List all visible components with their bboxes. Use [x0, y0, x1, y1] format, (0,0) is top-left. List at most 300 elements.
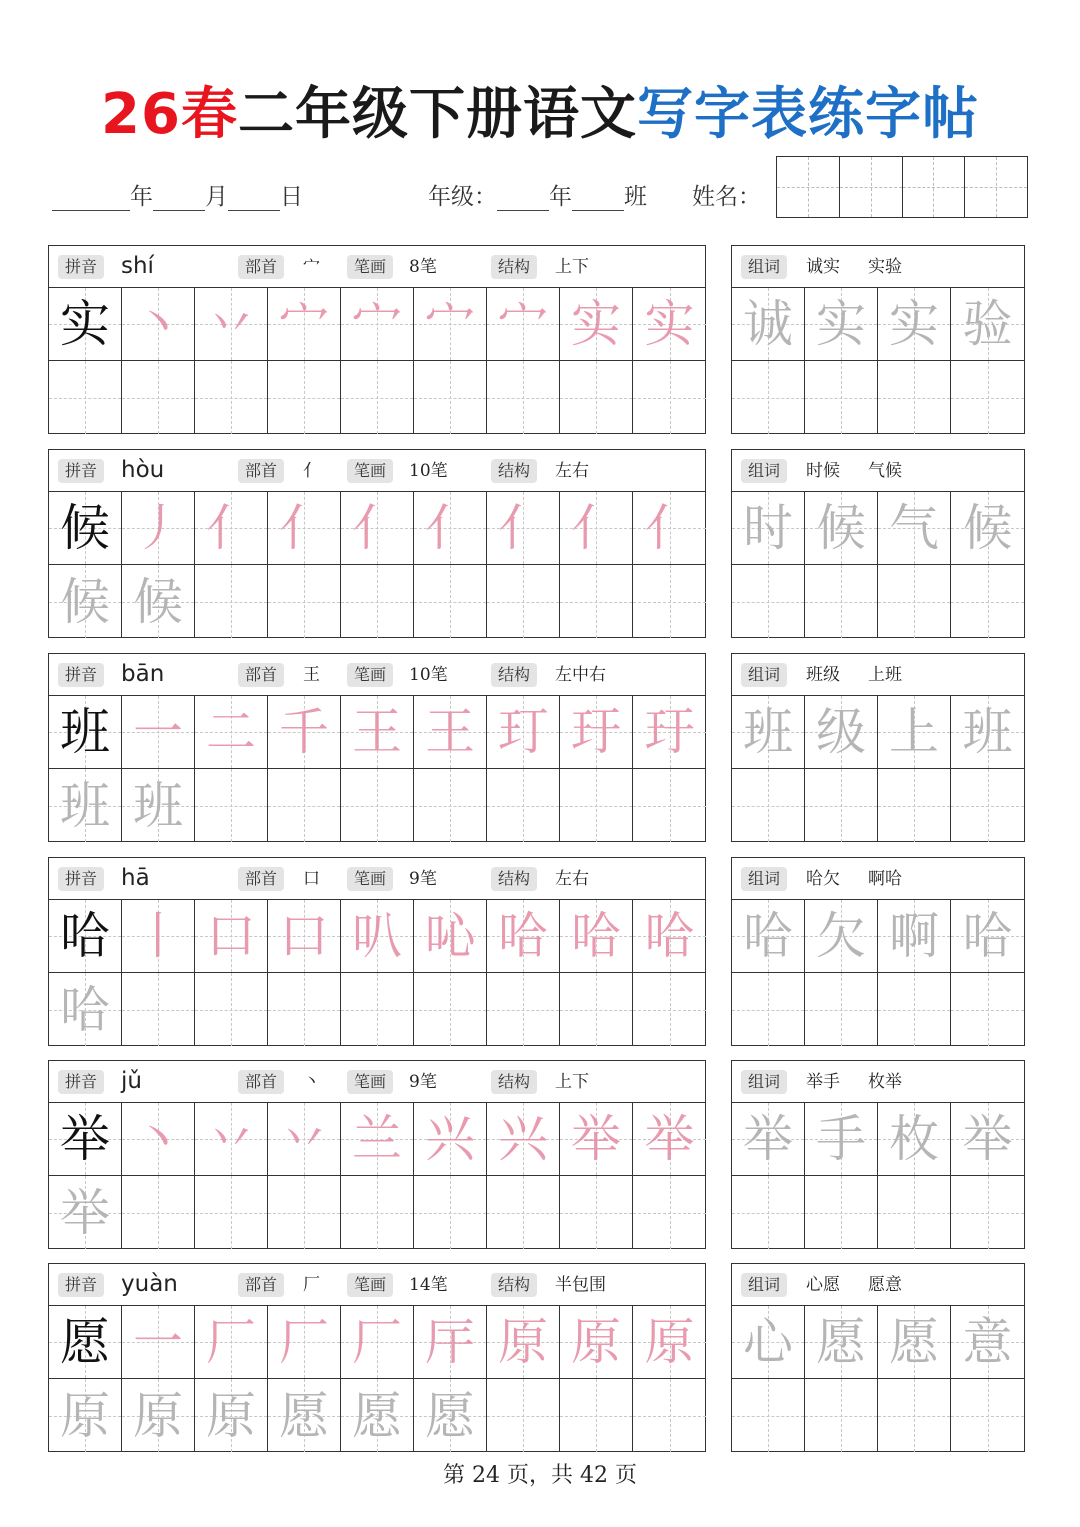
- structure-value: 半包围: [555, 1275, 606, 1295]
- practice-cell[interactable]: [268, 769, 341, 842]
- stroke-cell[interactable]: [633, 288, 706, 361]
- word-trace-char: 班: [743, 703, 793, 761]
- stroke-cell[interactable]: [122, 288, 195, 361]
- practice-cell[interactable]: [195, 361, 268, 434]
- model-char: 实: [60, 295, 110, 353]
- trace-char: 哈: [60, 980, 110, 1039]
- stroke-cell[interactable]: [268, 1103, 341, 1176]
- stroke-cell[interactable]: [487, 1306, 560, 1379]
- practice-cell[interactable]: [487, 973, 560, 1046]
- radical-value: 宀: [303, 257, 320, 277]
- stroke-cell[interactable]: [195, 1306, 268, 1379]
- words-card: [731, 449, 1025, 638]
- stroke-cell[interactable]: [633, 1306, 706, 1379]
- word-trace-cell[interactable]: [805, 492, 878, 565]
- radical-tag: 部首: [238, 1273, 284, 1297]
- word-practice-cell[interactable]: [951, 361, 1024, 434]
- stroke-cell[interactable]: [487, 492, 560, 565]
- stroke-cell[interactable]: [341, 492, 414, 565]
- grade-label: 年级：: [428, 184, 497, 210]
- word-practice-cell[interactable]: [951, 1379, 1024, 1452]
- word-trace-cell[interactable]: [951, 492, 1024, 565]
- trace-cell[interactable]: [122, 1379, 195, 1452]
- practice-grid: [49, 1103, 706, 1249]
- words-tag: 组词: [741, 867, 787, 891]
- word-practice-cell[interactable]: [732, 1379, 805, 1452]
- word-trace-char: 愿: [889, 1313, 939, 1371]
- words-header: [732, 1061, 1024, 1103]
- words-tag: 组词: [741, 459, 787, 483]
- name-box[interactable]: [776, 156, 1028, 218]
- pinyin-value: hòu: [121, 457, 165, 483]
- char-card: [48, 857, 706, 1046]
- trace-cell[interactable]: [49, 565, 122, 638]
- model-cell[interactable]: [49, 288, 122, 361]
- card-header: [49, 858, 705, 900]
- word-practice-cell[interactable]: [805, 1176, 878, 1249]
- word-trace-char: 验: [962, 295, 1013, 353]
- words-header: [732, 450, 1024, 492]
- word-1: 诚实: [806, 257, 840, 277]
- trace-cell[interactable]: [49, 1379, 122, 1452]
- word-practice-cell[interactable]: [878, 1176, 951, 1249]
- trace-cell[interactable]: [195, 1379, 268, 1452]
- stroke-cell[interactable]: [341, 900, 414, 973]
- word-trace-char: 欠: [816, 907, 866, 965]
- stroke-step: 厂: [206, 1313, 256, 1371]
- radical-tag: 部首: [238, 459, 284, 483]
- practice-cell[interactable]: [122, 1176, 195, 1249]
- stroke-cell[interactable]: [560, 900, 633, 973]
- stroke-cell[interactable]: [268, 492, 341, 565]
- stroke-step: 千: [279, 703, 329, 761]
- practice-cell[interactable]: [195, 565, 268, 638]
- word-trace-char: 班: [962, 703, 1013, 761]
- stroke-step: 原: [571, 1313, 621, 1371]
- word-trace-char: 枚: [889, 1110, 939, 1168]
- structure-value: 上下: [555, 257, 589, 277]
- stroke-cell[interactable]: [341, 288, 414, 361]
- words-header: [732, 858, 1024, 900]
- stroke-step: 原: [644, 1313, 695, 1371]
- practice-cell[interactable]: [633, 973, 706, 1046]
- words-grid: [732, 288, 1024, 434]
- words-card: [731, 653, 1025, 842]
- word-trace-cell[interactable]: [805, 1103, 878, 1176]
- model-cell[interactable]: [49, 900, 122, 973]
- card-header: [49, 654, 705, 696]
- stroke-cell[interactable]: [633, 1103, 706, 1176]
- stroke-cell[interactable]: [560, 492, 633, 565]
- stroke-step: 宀: [279, 295, 329, 353]
- stroke-cell[interactable]: [560, 696, 633, 769]
- practice-cell[interactable]: [122, 361, 195, 434]
- stroke-cell[interactable]: [268, 696, 341, 769]
- stroke-step: 亻: [352, 499, 402, 557]
- word-trace-cell[interactable]: [951, 1103, 1024, 1176]
- structure-tag: 结构: [491, 459, 537, 483]
- stroke-step: 玗: [571, 703, 621, 761]
- word-trace-cell[interactable]: [878, 288, 951, 361]
- trace-cell[interactable]: [49, 973, 122, 1046]
- date-line: [52, 178, 303, 211]
- practice-grid: [49, 288, 706, 434]
- stroke-cell[interactable]: [195, 288, 268, 361]
- radical-tag: 部首: [238, 1070, 284, 1094]
- word-practice-cell[interactable]: [878, 361, 951, 434]
- words-tag: 组词: [741, 255, 787, 279]
- trace-cell[interactable]: [122, 565, 195, 638]
- word-trace-cell[interactable]: [805, 900, 878, 973]
- trace-char: 班: [133, 776, 183, 835]
- word-practice-cell[interactable]: [732, 565, 805, 638]
- word-trace-char: 举: [743, 1110, 793, 1168]
- word-practice-cell[interactable]: [732, 361, 805, 434]
- stroke-cell[interactable]: [560, 1103, 633, 1176]
- stroke-cell[interactable]: [122, 696, 195, 769]
- word-trace-cell[interactable]: [951, 288, 1024, 361]
- stroke-cell[interactable]: [487, 900, 560, 973]
- stroke-cell[interactable]: [122, 900, 195, 973]
- word-trace-char: 意: [962, 1313, 1013, 1371]
- stroke-cell[interactable]: [414, 900, 487, 973]
- stroke-step: 原: [498, 1313, 548, 1371]
- stroke-step: 一: [133, 703, 183, 761]
- word-practice-cell[interactable]: [878, 1379, 951, 1452]
- stroke-step: 丷: [206, 295, 256, 353]
- grade-line: [428, 178, 647, 211]
- practice-cell[interactable]: [487, 1176, 560, 1249]
- word-practice-cell[interactable]: [878, 565, 951, 638]
- word-practice-cell[interactable]: [951, 769, 1024, 842]
- grade-class-label: 班: [624, 184, 647, 210]
- stroke-step: 王: [352, 703, 402, 761]
- stroke-step: 口: [279, 907, 329, 965]
- word-trace-cell[interactable]: [878, 1306, 951, 1379]
- word-trace-cell[interactable]: [732, 900, 805, 973]
- stroke-cell[interactable]: [487, 288, 560, 361]
- card-header: [49, 1061, 705, 1103]
- radical-value: 亻: [303, 461, 320, 481]
- page-footer: 第 24 页，共 42 页: [443, 1463, 637, 1488]
- practice-cell[interactable]: [487, 769, 560, 842]
- stroke-cell[interactable]: [195, 1103, 268, 1176]
- practice-cell[interactable]: [122, 973, 195, 1046]
- practice-cell[interactable]: [414, 769, 487, 842]
- words-card: [731, 857, 1025, 1046]
- stroke-step: 玎: [498, 703, 548, 761]
- stroke-step: 亻: [279, 499, 329, 557]
- trace-char: 候: [60, 572, 110, 631]
- practice-cell[interactable]: [560, 565, 633, 638]
- practice-cell[interactable]: [341, 361, 414, 434]
- model-char: 哈: [60, 907, 110, 965]
- stroke-step: 一: [133, 1313, 183, 1371]
- word-practice-cell[interactable]: [732, 1176, 805, 1249]
- pinyin-tag: 拼音: [58, 459, 104, 483]
- practice-cell[interactable]: [268, 361, 341, 434]
- stroke-step: 兰: [352, 1110, 402, 1168]
- pinyin-value: hā: [121, 865, 150, 891]
- word-trace-char: 诚: [743, 295, 793, 353]
- stroke-cell[interactable]: [268, 900, 341, 973]
- day-blank[interactable]: [228, 186, 280, 211]
- model-cell[interactable]: [49, 696, 122, 769]
- practice-cell[interactable]: [487, 1379, 560, 1452]
- practice-cell[interactable]: [560, 1379, 633, 1452]
- pinyin-value: jǔ: [121, 1068, 142, 1094]
- trace-cell[interactable]: [122, 769, 195, 842]
- model-cell[interactable]: [49, 492, 122, 565]
- strokes-value: 10笔: [409, 461, 448, 481]
- word-trace-char: 啊: [889, 907, 939, 965]
- word-practice-cell[interactable]: [732, 973, 805, 1046]
- practice-cell[interactable]: [414, 565, 487, 638]
- word-trace-cell[interactable]: [878, 492, 951, 565]
- pinyin-tag: 拼音: [58, 1070, 104, 1094]
- practice-cell[interactable]: [633, 1176, 706, 1249]
- stroke-cell[interactable]: [487, 1103, 560, 1176]
- practice-cell[interactable]: [341, 1176, 414, 1249]
- stroke-step: 实: [644, 295, 695, 353]
- stroke-step: 玗: [644, 703, 695, 761]
- structure-value: 左中右: [555, 665, 606, 685]
- word-practice-cell[interactable]: [951, 1176, 1024, 1249]
- radical-value: 厂: [303, 1275, 320, 1295]
- stroke-step: 举: [644, 1110, 695, 1168]
- strokes-value: 10笔: [409, 665, 448, 685]
- words-tag: 组词: [741, 663, 787, 687]
- words-header: [732, 1264, 1024, 1306]
- grade-year-label: 年: [549, 184, 572, 210]
- stroke-step: 丿: [133, 499, 183, 557]
- practice-cell[interactable]: [195, 973, 268, 1046]
- practice-cell[interactable]: [195, 769, 268, 842]
- stroke-step: 兴: [425, 1110, 475, 1168]
- word-practice-cell[interactable]: [732, 769, 805, 842]
- strokes-tag: 笔画: [347, 459, 393, 483]
- stroke-cell[interactable]: [414, 288, 487, 361]
- stroke-cell[interactable]: [414, 1306, 487, 1379]
- word-trace-cell[interactable]: [805, 1306, 878, 1379]
- word-practice-cell[interactable]: [878, 769, 951, 842]
- char-card: [48, 653, 706, 842]
- stroke-step: 亻: [498, 499, 548, 557]
- char-card: [48, 1060, 706, 1249]
- pinyin-tag: 拼音: [58, 255, 104, 279]
- word-trace-cell[interactable]: [878, 1103, 951, 1176]
- char-card: [48, 1263, 706, 1452]
- stroke-step: 亻: [571, 499, 621, 557]
- pinyin-value: bān: [121, 661, 165, 687]
- stroke-step: 举: [571, 1110, 621, 1168]
- card-header: [49, 246, 705, 288]
- practice-cell[interactable]: [487, 565, 560, 638]
- pinyin-value: yuàn: [121, 1271, 178, 1297]
- stroke-cell[interactable]: [195, 492, 268, 565]
- grade-year-blank[interactable]: [497, 186, 549, 211]
- word-trace-char: 哈: [962, 907, 1013, 965]
- practice-cell[interactable]: [414, 361, 487, 434]
- structure-value: 左右: [555, 461, 589, 481]
- model-char: 候: [60, 499, 110, 557]
- structure-tag: 结构: [491, 255, 537, 279]
- year-blank[interactable]: [52, 186, 130, 211]
- stroke-step: 厂: [279, 1313, 329, 1371]
- stroke-cell[interactable]: [268, 288, 341, 361]
- word-practice-cell[interactable]: [805, 361, 878, 434]
- word-trace-cell[interactable]: [951, 696, 1024, 769]
- radical-tag: 部首: [238, 867, 284, 891]
- practice-cell[interactable]: [633, 769, 706, 842]
- practice-cell[interactable]: [560, 1176, 633, 1249]
- word-practice-cell[interactable]: [878, 973, 951, 1046]
- pinyin-tag: 拼音: [58, 1273, 104, 1297]
- word-1: 举手: [806, 1072, 840, 1092]
- stroke-cell[interactable]: [268, 1306, 341, 1379]
- practice-cell[interactable]: [633, 1379, 706, 1452]
- stroke-step: 兴: [498, 1110, 548, 1168]
- stroke-cell[interactable]: [122, 492, 195, 565]
- model-cell[interactable]: [49, 1306, 122, 1379]
- word-trace-cell[interactable]: [878, 900, 951, 973]
- practice-cell[interactable]: [633, 361, 706, 434]
- word-trace-cell[interactable]: [732, 288, 805, 361]
- word-practice-cell[interactable]: [805, 973, 878, 1046]
- page-title: [0, 70, 1080, 150]
- stroke-cell[interactable]: [633, 900, 706, 973]
- stroke-cell[interactable]: [341, 1306, 414, 1379]
- words-card: [731, 1263, 1025, 1452]
- trace-char: 愿: [352, 1386, 402, 1445]
- stroke-step: 宀: [498, 295, 548, 353]
- words-tag: 组词: [741, 1070, 787, 1094]
- stroke-cell[interactable]: [122, 1306, 195, 1379]
- practice-cell[interactable]: [560, 769, 633, 842]
- word-2: 愿意: [868, 1275, 902, 1295]
- word-trace-cell[interactable]: [732, 1103, 805, 1176]
- strokes-tag: 笔画: [347, 867, 393, 891]
- name-label: 姓名：: [692, 184, 761, 210]
- practice-cell[interactable]: [268, 565, 341, 638]
- word-trace-cell[interactable]: [878, 696, 951, 769]
- radical-tag: 部首: [238, 255, 284, 279]
- stroke-cell[interactable]: [633, 492, 706, 565]
- stroke-cell[interactable]: [560, 288, 633, 361]
- stroke-cell[interactable]: [414, 492, 487, 565]
- trace-char: 候: [133, 572, 183, 631]
- practice-cell[interactable]: [341, 565, 414, 638]
- structure-tag: 结构: [491, 1273, 537, 1297]
- strokes-value: 9笔: [409, 1072, 437, 1092]
- stroke-step: 哈: [644, 907, 695, 965]
- practice-cell[interactable]: [414, 973, 487, 1046]
- practice-cell[interactable]: [560, 361, 633, 434]
- practice-cell[interactable]: [195, 1176, 268, 1249]
- stroke-cell[interactable]: [414, 1103, 487, 1176]
- stroke-step: 宀: [425, 295, 475, 353]
- trace-cell[interactable]: [341, 1379, 414, 1452]
- practice-grid: [49, 900, 706, 1046]
- word-trace-cell[interactable]: [732, 1306, 805, 1379]
- stroke-cell[interactable]: [560, 1306, 633, 1379]
- word-practice-cell[interactable]: [951, 973, 1024, 1046]
- word-trace-cell[interactable]: [951, 900, 1024, 973]
- model-char: 班: [60, 703, 110, 761]
- practice-cell[interactable]: [633, 565, 706, 638]
- practice-cell[interactable]: [268, 1176, 341, 1249]
- word-trace-cell[interactable]: [951, 1306, 1024, 1379]
- pinyin-tag: 拼音: [58, 663, 104, 687]
- strokes-tag: 笔画: [347, 663, 393, 687]
- word-practice-cell[interactable]: [951, 565, 1024, 638]
- practice-cell[interactable]: [560, 973, 633, 1046]
- word-1: 哈欠: [806, 869, 840, 889]
- word-practice-cell[interactable]: [805, 1379, 878, 1452]
- word-trace-cell[interactable]: [732, 492, 805, 565]
- stroke-cell[interactable]: [195, 900, 268, 973]
- grade-class-blank[interactable]: [572, 186, 624, 211]
- stroke-cell[interactable]: [195, 696, 268, 769]
- stroke-step: 哈: [571, 907, 621, 965]
- stroke-step: 丶: [133, 295, 183, 353]
- trace-cell[interactable]: [49, 769, 122, 842]
- radical-value: 丶: [303, 1072, 320, 1092]
- title-part-topic: 写字表练字帖: [636, 82, 979, 147]
- radical-value: 王: [303, 665, 320, 685]
- words-tag: 组词: [741, 1273, 787, 1297]
- word-trace-cell[interactable]: [732, 696, 805, 769]
- stroke-step: 叭: [352, 907, 402, 965]
- char-card: [48, 245, 706, 434]
- stroke-step: 吣: [425, 907, 475, 965]
- word-practice-cell[interactable]: [805, 565, 878, 638]
- stroke-cell[interactable]: [633, 696, 706, 769]
- practice-cell[interactable]: [341, 769, 414, 842]
- stroke-cell[interactable]: [414, 696, 487, 769]
- words-grid: [732, 1306, 1024, 1452]
- stroke-step: 亻: [644, 499, 695, 557]
- stroke-cell[interactable]: [341, 696, 414, 769]
- word-trace-char: 时: [743, 499, 793, 557]
- month-blank[interactable]: [153, 186, 205, 211]
- model-char: 举: [60, 1110, 110, 1168]
- practice-cell[interactable]: [49, 361, 122, 434]
- strokes-value: 9笔: [409, 869, 437, 889]
- word-trace-cell[interactable]: [805, 696, 878, 769]
- word-practice-cell[interactable]: [805, 769, 878, 842]
- card-header: [49, 1264, 705, 1306]
- word-trace-cell[interactable]: [805, 288, 878, 361]
- stroke-step: 口: [206, 907, 256, 965]
- strokes-tag: 笔画: [347, 255, 393, 279]
- practice-cell[interactable]: [487, 361, 560, 434]
- practice-cell[interactable]: [341, 973, 414, 1046]
- word-1: 时候: [806, 461, 840, 481]
- word-trace-char: 手: [816, 1110, 866, 1168]
- trace-cell[interactable]: [268, 1379, 341, 1452]
- model-cell[interactable]: [49, 1103, 122, 1176]
- stroke-cell[interactable]: [122, 1103, 195, 1176]
- stroke-cell[interactable]: [487, 696, 560, 769]
- trace-char: 班: [60, 776, 110, 835]
- stroke-cell[interactable]: [341, 1103, 414, 1176]
- trace-cell[interactable]: [49, 1176, 122, 1249]
- pinyin-value: shí: [121, 253, 154, 279]
- trace-cell[interactable]: [414, 1379, 487, 1452]
- practice-cell[interactable]: [414, 1176, 487, 1249]
- practice-cell[interactable]: [268, 973, 341, 1046]
